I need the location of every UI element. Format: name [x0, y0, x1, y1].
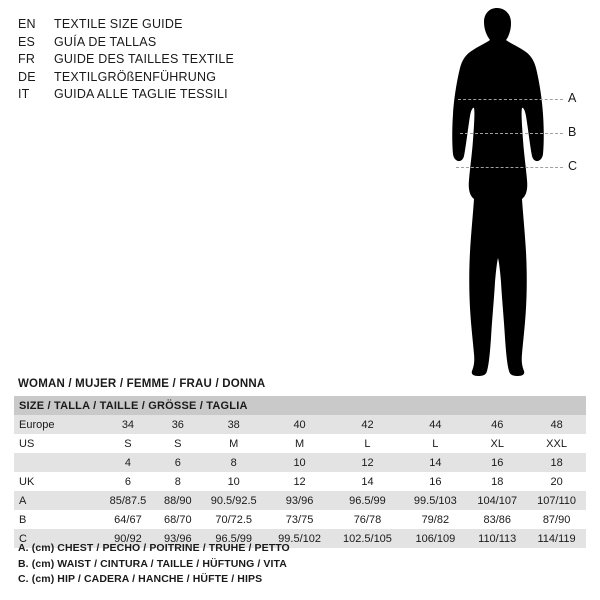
title-text: GUIDA ALLE TAGLIE TESSILI — [54, 87, 228, 101]
title-lang-code: IT — [18, 87, 30, 101]
table-cell: 64/67 — [100, 510, 156, 529]
row-label: A — [14, 491, 100, 510]
row-label: C — [14, 529, 100, 548]
table-cell: 90/92 — [100, 529, 156, 548]
table-cell: 4 — [100, 453, 156, 472]
table-cell: 16 — [403, 472, 467, 491]
table-row — [14, 434, 586, 453]
table-cell: 12 — [332, 453, 404, 472]
table-cell: 99.5/103 — [403, 491, 467, 510]
table-cell: 44 — [403, 415, 467, 434]
title-text: TEXTILE SIZE GUIDE — [54, 17, 183, 31]
table-cell: 10 — [200, 472, 268, 491]
table-cell: 38 — [200, 415, 268, 434]
table-cell: 93/96 — [156, 529, 200, 548]
table-cell: 85/87.5 — [100, 491, 156, 510]
legend-line-b: B. (cm) WAIST / CINTURA / TAILLE / HÜFTUNG / VITA — [18, 557, 287, 570]
size-table-section — [14, 378, 586, 548]
measure-label-c: C — [568, 159, 578, 173]
table-row — [14, 491, 586, 510]
table-row — [14, 510, 586, 529]
table-cell: 88/90 — [156, 491, 200, 510]
table-row — [14, 472, 586, 491]
table-cell: XL — [467, 434, 527, 453]
row-label: Europe — [14, 415, 100, 434]
table-cell: 87/90 — [527, 510, 586, 529]
title-text: TEXTILGRÖßENFÜHRUNG — [54, 69, 217, 84]
title-lang-code: FR — [18, 52, 36, 66]
table-cell: 14 — [403, 453, 467, 472]
row-label — [14, 453, 100, 472]
table-cell: 83/86 — [467, 510, 527, 529]
table-group-label: WOMAN / MUJER / FEMME / FRAU / DONNA — [18, 378, 266, 390]
table-cell: S — [156, 434, 200, 453]
table-cell: 18 — [467, 472, 527, 491]
table-cell: 114/119 — [527, 529, 586, 548]
table-cell: 18 — [527, 453, 586, 472]
table-cell: 8 — [200, 453, 268, 472]
table-cell: 40 — [268, 415, 332, 434]
size-table — [14, 396, 586, 548]
title-row — [18, 16, 378, 34]
title-text: GUIDE DES TAILLES TEXTILE — [54, 52, 235, 66]
table-cell: M — [200, 434, 268, 453]
title-row — [18, 34, 378, 52]
table-cell: 70/72.5 — [200, 510, 268, 529]
table-cell: 96.5/99 — [332, 491, 404, 510]
measure-line-b — [460, 133, 563, 134]
measure-line-a — [458, 99, 563, 100]
table-cell: 20 — [527, 472, 586, 491]
title-lang-code: EN — [18, 17, 36, 31]
table-cell: 46 — [467, 415, 527, 434]
table-cell: 73/75 — [268, 510, 332, 529]
table-cell: 10 — [268, 453, 332, 472]
female-body-figure — [410, 8, 590, 376]
legend-line-c: C. (cm) HIP / CADERA / HANCHE / HÜFTE / HIPS — [18, 573, 263, 585]
table-cell: 12 — [268, 472, 332, 491]
table-row — [14, 415, 586, 434]
table-cell: 110/113 — [467, 529, 527, 548]
legend-line-a: A. (cm) CHEST / PECHO / POITRINE / TRUHE / PETTO — [18, 542, 290, 554]
table-cell: 107/110 — [527, 491, 586, 510]
table-cell: 104/107 — [467, 491, 527, 510]
measurement-legend — [18, 541, 578, 588]
measure-label-a: A — [568, 91, 577, 105]
table-cell: 6 — [156, 453, 200, 472]
title-lang-code: DE — [18, 69, 36, 84]
table-cell: 14 — [332, 472, 404, 491]
measure-label-b: B — [568, 125, 577, 139]
table-cell: M — [268, 434, 332, 453]
title-row — [18, 51, 378, 69]
table-header-label: SIZE / TALLA / TAILLE / GRÖSSE / TAGLIA — [14, 396, 586, 415]
table-cell: 106/109 — [403, 529, 467, 548]
body-silhouette-icon — [410, 8, 590, 376]
table-cell: 96.5/99 — [200, 529, 268, 548]
row-label: UK — [14, 472, 100, 491]
title-lang-code: ES — [18, 34, 36, 49]
measure-line-c — [456, 167, 563, 168]
table-row — [14, 453, 586, 472]
table-cell: 68/70 — [156, 510, 200, 529]
table-cell: L — [403, 434, 467, 453]
title-block — [18, 16, 378, 104]
table-cell: L — [332, 434, 404, 453]
table-cell: 42 — [332, 415, 404, 434]
table-cell: S — [100, 434, 156, 453]
table-cell: 8 — [156, 472, 200, 491]
table-cell: 48 — [527, 415, 586, 434]
table-cell: 79/82 — [403, 510, 467, 529]
table-cell: 6 — [100, 472, 156, 491]
title-row — [18, 69, 378, 87]
table-cell: 34 — [100, 415, 156, 434]
title-text: GUÍA DE TALLAS — [54, 34, 157, 49]
row-label: B — [14, 510, 100, 529]
table-cell: XXL — [527, 434, 586, 453]
table-cell: 76/78 — [332, 510, 404, 529]
table-cell: 36 — [156, 415, 200, 434]
table-cell: 90.5/92.5 — [200, 491, 268, 510]
table-cell: 99.5/102 — [268, 529, 332, 548]
title-row — [18, 86, 378, 104]
row-label: US — [14, 434, 100, 453]
table-cell: 93/96 — [268, 491, 332, 510]
table-header-row — [14, 396, 586, 415]
table-cell: 16 — [467, 453, 527, 472]
table-cell: 102.5/105 — [332, 529, 404, 548]
